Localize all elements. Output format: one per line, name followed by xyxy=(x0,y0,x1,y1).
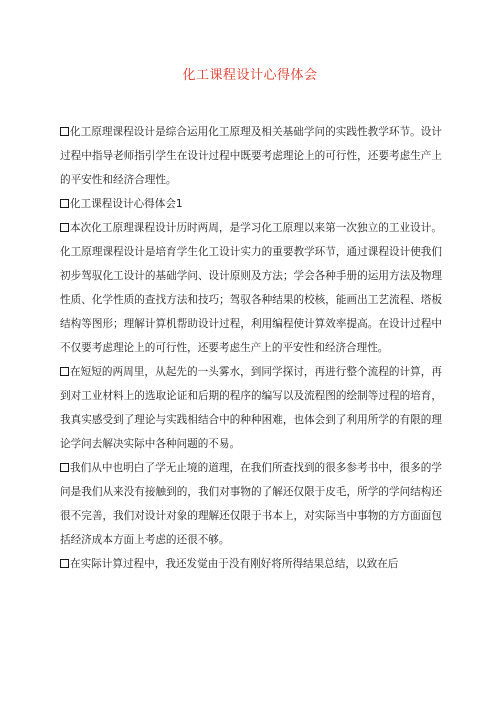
paragraph xyxy=(60,360,442,456)
document-body xyxy=(60,120,442,576)
checkbox-glyph-icon xyxy=(60,199,69,208)
paragraph-text: 本次化工原理课程设计历时两周，是学习化工原理以来第一次独立的工业设计。化工原理课程设计是培育学生化工设计实力的重要教学环节，通过课程设计使我们初步驾驭化工设计的基础学问、设计原则及方法；学会各种手册的运用方法及物理性质、化学性质的查找方法和技巧；驾驭各种结果的校核，能画出工艺流程、塔板结构等图形；理解计算机帮助设计过程，利用编程使计算效率提高。在设计过程中不仅要考虑理论上的可行性，还要考虑生产上的平安性和经济合理性。 xyxy=(60,222,442,354)
section-heading-text: 化工课程设计心得体会1 xyxy=(70,198,183,210)
paragraph-text: 在短短的两周里，从起先的一头雾水，到同学探讨，再进行整个流程的计算，再到对工业材料上的选取论证和后期的程序的编写以及流程图的绘制等过程的培育，我真实感受到了理论与实践相结合中的种种困难，也体会到了利用所学的有限的理论学问去解决实际中各种问题的不易。 xyxy=(60,366,442,450)
checkbox-glyph-icon xyxy=(60,463,69,472)
paragraph xyxy=(60,456,442,552)
paragraph xyxy=(60,120,442,192)
paragraph xyxy=(60,216,442,360)
paragraph-text: 化工原理课程设计是综合运用化工原理及相关基础学问的实践性教学环节。设计过程中指导老师指引学生在设计过程中既要考虑理论上的可行性，还要考虑生产上的平安性和经济合理性。 xyxy=(60,126,442,186)
paragraph-text: 在实际计算过程中，我还发觉由于没有刚好将所得结果总结，以致在后 xyxy=(70,558,399,570)
checkbox-glyph-icon xyxy=(60,223,69,232)
section-heading xyxy=(60,192,442,216)
document-title: 化工课程设计心得体会 xyxy=(182,68,318,83)
checkbox-glyph-icon xyxy=(60,127,69,136)
paragraph-text: 我们从中也明白了学无止境的道理，在我们所查找到的很多参考书中，很多的学问是我们从来没有接触到的，我们对事物的了解还仅限于皮毛，所学的学问结构还很不完善，我们对设计对象的理解还仅限于书本上，对实际当中事物的方方面面包括经济成本方面上考虑的还很不够。 xyxy=(60,462,442,546)
checkbox-glyph-icon xyxy=(60,559,69,568)
checkbox-glyph-icon xyxy=(60,367,69,376)
paragraph xyxy=(60,552,442,576)
